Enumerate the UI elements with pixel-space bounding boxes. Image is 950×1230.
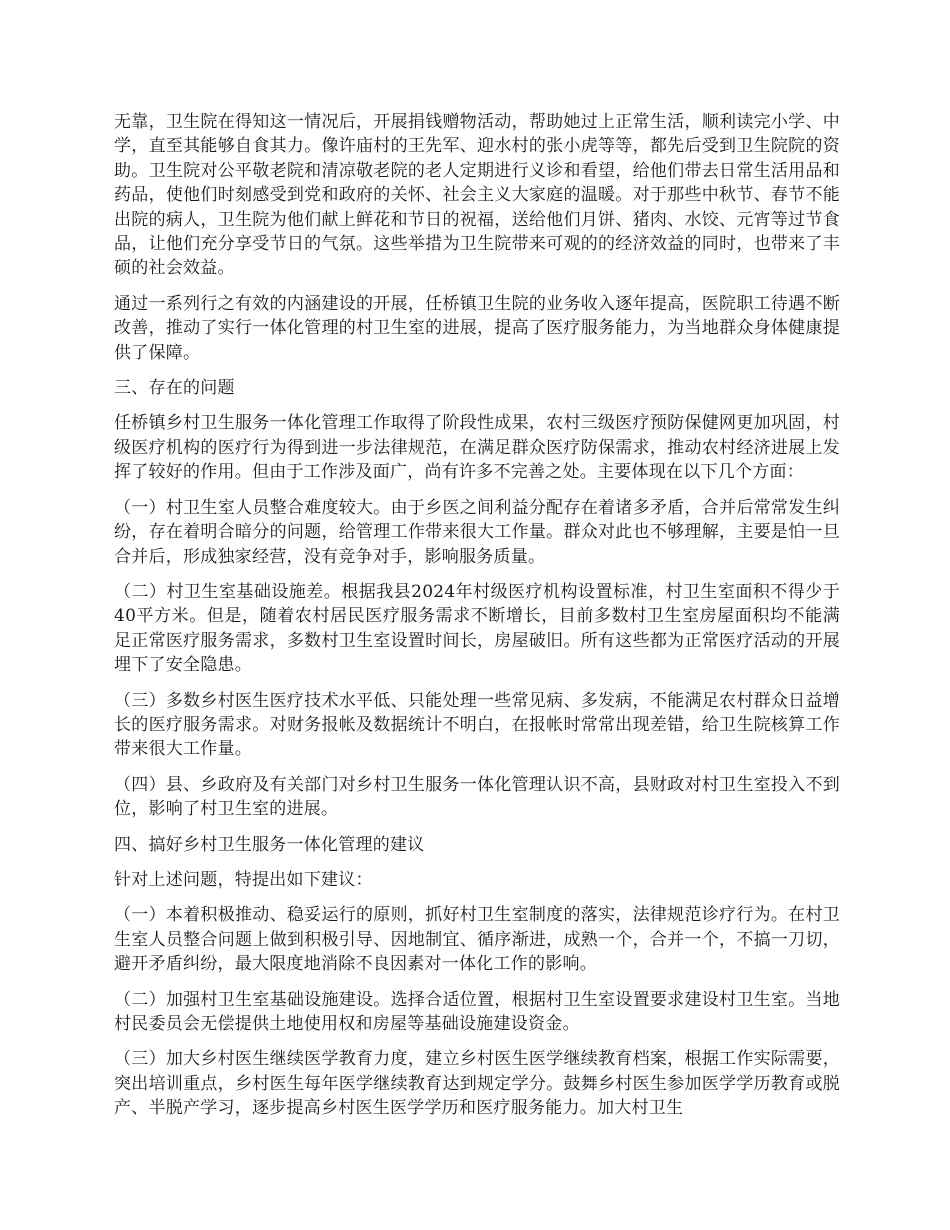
paragraph-suggestion-1: （一）本着积极推动、稳妥运行的原则，抓好村卫生室制度的落实，法律规范诊疗行为。在村卫生室人员整合问题上做到积极引导、因地制宜、循序渐进，成熟一个，合并一个，不搞一刀切，避开矛盾纠纷，最大限度地消除不良因素对一体化工作的影响。 bbox=[114, 905, 840, 975]
paragraph-charity-activities: 无靠，卫生院在得知这一情况后，开展捐钱赠物活动，帮助她过上正常生活，顺利读完小学、中学，直至其能够自食其力。像许庙村的王先军、迎水村的张小虎等等，都先后受到卫生院院的资助。卫生院对公平敬老院和清凉敬老院的老人定期进行义诊和看望，给他们带去日常生活用品和药品，使他们时刻感受到党和政府的关怀、社会主义大家庭的温暖。对于那些中秋节、春节不能出院的病人，卫生院为他们献上鲜花和节日的祝福，送给他们月饼、猪肉、水饺、元宵等过节食品，让他们充分享受节日的气氛。这些举措为卫生院带来可观的的经济效益的同时，也带来了丰硕的社会效益。 bbox=[114, 112, 840, 279]
paragraph-problem-1: （一）村卫生室人员整合难度较大。由于乡医之间利益分配存在着诸多矛盾，合并后常常发生纠纷，存在着明合暗分的问题，给管理工作带来很大工作量。群众对此也不够理解，主要是怕一旦合并后，形成独家经营，没有竞争对手，影响服务质量。 bbox=[114, 497, 840, 567]
section-heading-suggestions: 四、搞好乡村卫生服务一体化管理的建议 bbox=[114, 834, 425, 855]
document-body bbox=[114, 110, 840, 1132]
paragraph-problems-intro: 任桥镇乡村卫生服务一体化管理工作取得了阶段性成果，农村三级医疗预防保健网更加巩固，村级医疗机构的医疗行为得到进一步法律规范，在满足群众医疗防保需求，推动农村经济进展上发挥了较好的作用。但由于工作涉及面广，尚有许多不完善之处。主要体现在以下几个方面： bbox=[114, 413, 840, 483]
paragraph-problem-3: （三）多数乡村医生医疗技术水平低、只能处理一些常见病、多发病，不能满足农村群众日益增长的医疗服务需求。对财务报帐及数据统计不明白，在报帐时常常出现差错，给卫生院核算工作带来很大工作量。 bbox=[114, 690, 840, 760]
paragraph-problem-2: （二）村卫生室基础设施差。根据我县2024年村级医疗机构设置标准，村卫生室面积不得少于40平方米。但是，随着农村居民医疗服务需求不断增长，目前多数村卫生室房屋面积均不能满足正常医疗服务需求，多数村卫生室设置时间长，房屋破旧。所有这些都为正常医疗活动的开展埋下了安全隐患。 bbox=[114, 581, 840, 676]
paragraph-suggestions-intro: 针对上述问题，特提出如下建议： bbox=[114, 869, 373, 890]
paragraph-problem-4: （四）县、乡政府及有关部门对乡村卫生服务一体化管理认识不高，县财政对村卫生室投入不到位，影响了村卫生室的进展。 bbox=[114, 774, 840, 820]
paragraph-income-growth: 通过一系列行之有效的内涵建设的开展，任桥镇卫生院的业务收入逐年提高，医院职工待遇不断改善，推动了实行一体化管理的村卫生室的进展，提高了医疗服务能力，为当地群众身体健康提供了保障。 bbox=[114, 293, 840, 363]
paragraph-suggestion-3: （三）加大乡村医生继续医学教育力度，建立乡村医生医学继续教育档案，根据工作实际需要，突出培训重点，乡村医生每年医学继续教育达到规定学分。鼓舞乡村医生参加医学学历教育或脱产、半脱产学习，逐步提高乡村医生医学学历和医疗服务能力。加大村卫生 bbox=[114, 1049, 840, 1119]
paragraph-suggestion-2: （二）加强村卫生室基础设施建设。选择合适位置，根据村卫生室设置要求建设村卫生室。当地村民委员会无偿提供土地使用权和房屋等基础设施建设资金。 bbox=[114, 989, 840, 1034]
section-heading-existing-problems: 三、存在的问题 bbox=[114, 378, 235, 399]
